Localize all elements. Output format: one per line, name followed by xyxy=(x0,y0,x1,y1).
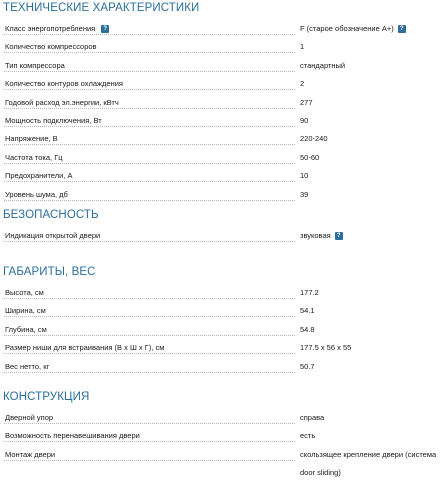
spec-label-text: Количество контуров охлаждения xyxy=(5,79,123,89)
spec-value-text: F (старое обозначение A+) xyxy=(300,24,394,33)
spec-label-text: Напряжение, В xyxy=(5,134,58,144)
spec-row xyxy=(0,130,445,148)
spec-label xyxy=(5,358,49,376)
spec-value xyxy=(300,302,315,320)
spec-label xyxy=(5,57,65,75)
spec-row xyxy=(0,149,445,167)
spec-label-text: Мощность подключения, Вт xyxy=(5,116,102,125)
spec-value xyxy=(300,94,313,112)
spec-section xyxy=(0,0,445,199)
spec-label xyxy=(5,38,97,56)
spec-value xyxy=(300,20,406,38)
spec-row xyxy=(0,20,445,38)
spec-value xyxy=(300,409,324,427)
spec-value xyxy=(300,446,436,464)
spec-value xyxy=(300,284,319,302)
spec-row xyxy=(0,446,445,478)
spec-label-text: Монтаж двери xyxy=(5,449,56,459)
spec-label xyxy=(5,339,164,357)
spec-row xyxy=(0,38,445,56)
spec-label-text: Ширина, см xyxy=(5,306,46,316)
spec-value xyxy=(300,427,315,445)
spec-label xyxy=(5,446,55,464)
spec-label-text: Тип компрессора xyxy=(5,60,65,70)
spec-label xyxy=(5,284,44,302)
spec-label xyxy=(5,186,68,204)
spec-label xyxy=(5,409,53,427)
section-title: ТЕХНИЧЕСКИЕ ХАРАКТЕРИСТИКИ xyxy=(3,2,200,14)
spec-value-text: справа xyxy=(300,413,325,422)
spec-value xyxy=(300,38,304,56)
spec-row xyxy=(0,284,445,302)
spec-value xyxy=(300,358,315,376)
spec-label-text: Частота тока, Гц xyxy=(5,152,63,162)
help-icon[interactable]: ? xyxy=(335,232,343,240)
spec-value xyxy=(300,75,304,93)
spec-row xyxy=(0,186,445,204)
spec-label-text: Высота, см xyxy=(5,288,44,297)
dotted-leader xyxy=(4,316,295,317)
spec-value xyxy=(300,149,319,167)
spec-row xyxy=(0,409,445,427)
spec-label xyxy=(5,302,46,320)
spec-label-text: Вес нетто, кг xyxy=(5,361,50,371)
spec-row xyxy=(0,227,445,245)
spec-value-text: 10 xyxy=(300,171,309,181)
spec-value-text: 1 xyxy=(300,42,305,52)
spec-value xyxy=(300,321,315,339)
spec-value xyxy=(300,186,308,204)
spec-label-text: Индикация открытой двери xyxy=(5,231,101,240)
spec-value xyxy=(300,112,308,130)
spec-value-text: 90 xyxy=(300,116,309,125)
spec-label-text: Количество компрессоров xyxy=(5,42,97,52)
spec-value-text: 277 xyxy=(300,97,313,107)
spec-value xyxy=(300,167,308,185)
section-title: КОНСТРУКЦИЯ xyxy=(3,391,90,403)
spec-label-text: Размер ниши для встраивания (В x Ш x Г), см xyxy=(5,343,165,353)
spec-value-continued: door sliding) xyxy=(300,468,341,478)
spec-value-text: 39 xyxy=(300,189,309,199)
spec-value-text: 50-60 xyxy=(300,152,320,162)
spec-row xyxy=(0,339,445,357)
spec-label xyxy=(5,427,140,445)
spec-value-text: 177.5 x 56 x 55 xyxy=(300,343,352,353)
spec-row xyxy=(0,75,445,93)
spec-label-text: Предохранители, А xyxy=(5,171,73,181)
spec-value-text: 177.2 xyxy=(300,288,319,297)
spec-row xyxy=(0,94,445,112)
section-title: ГАБАРИТЫ, ВЕС xyxy=(3,266,96,278)
spec-label xyxy=(5,130,58,148)
spec-label xyxy=(5,112,102,130)
spec-value-text: стандартный xyxy=(300,60,346,70)
spec-row xyxy=(0,57,445,75)
help-icon[interactable]: ? xyxy=(101,25,109,33)
spec-label xyxy=(5,75,123,93)
spec-label xyxy=(5,149,63,167)
spec-label-text: Глубина, см xyxy=(5,324,47,334)
spec-label-text: Годовой расход эл.энергии, кВтч xyxy=(5,97,119,107)
spec-value-text: 220-240 xyxy=(300,134,328,144)
spec-value-text: звуковая xyxy=(300,231,331,240)
spec-value xyxy=(300,339,351,357)
spec-value xyxy=(300,57,345,75)
spec-label-text: Класс энергопотребления xyxy=(5,24,96,33)
spec-value-text: скользящее крепление двери (система xyxy=(300,449,437,459)
dotted-leader xyxy=(4,335,295,336)
spec-value-text: 2 xyxy=(300,79,305,89)
dotted-leader xyxy=(4,298,295,299)
spec-row xyxy=(0,167,445,185)
spec-label xyxy=(5,94,119,112)
spec-row xyxy=(0,321,445,339)
spec-label xyxy=(5,167,72,185)
spec-section xyxy=(0,207,445,240)
spec-row xyxy=(0,427,445,445)
spec-value-text: 54.8 xyxy=(300,324,315,334)
spec-label xyxy=(5,321,47,339)
spec-value-text: 54.1 xyxy=(300,306,315,316)
spec-section xyxy=(0,389,445,478)
spec-label-text: Дверной упор xyxy=(5,413,54,422)
spec-row xyxy=(0,358,445,376)
spec-value-text: есть xyxy=(300,431,316,441)
spec-label xyxy=(5,227,100,245)
spec-row xyxy=(0,112,445,130)
spec-label-text: Уровень шума, дб xyxy=(5,189,68,199)
help-icon[interactable]: ? xyxy=(398,25,406,33)
spec-label xyxy=(5,20,109,38)
spec-value-text: 50.7 xyxy=(300,361,315,371)
section-title: БЕЗОПАСНОСТЬ xyxy=(3,209,99,221)
spec-value xyxy=(300,130,328,148)
spec-section xyxy=(0,264,445,371)
spec-row xyxy=(0,302,445,320)
spec-value xyxy=(300,227,343,245)
spec-label-text: Возможность перенавешивания двери xyxy=(5,431,140,441)
